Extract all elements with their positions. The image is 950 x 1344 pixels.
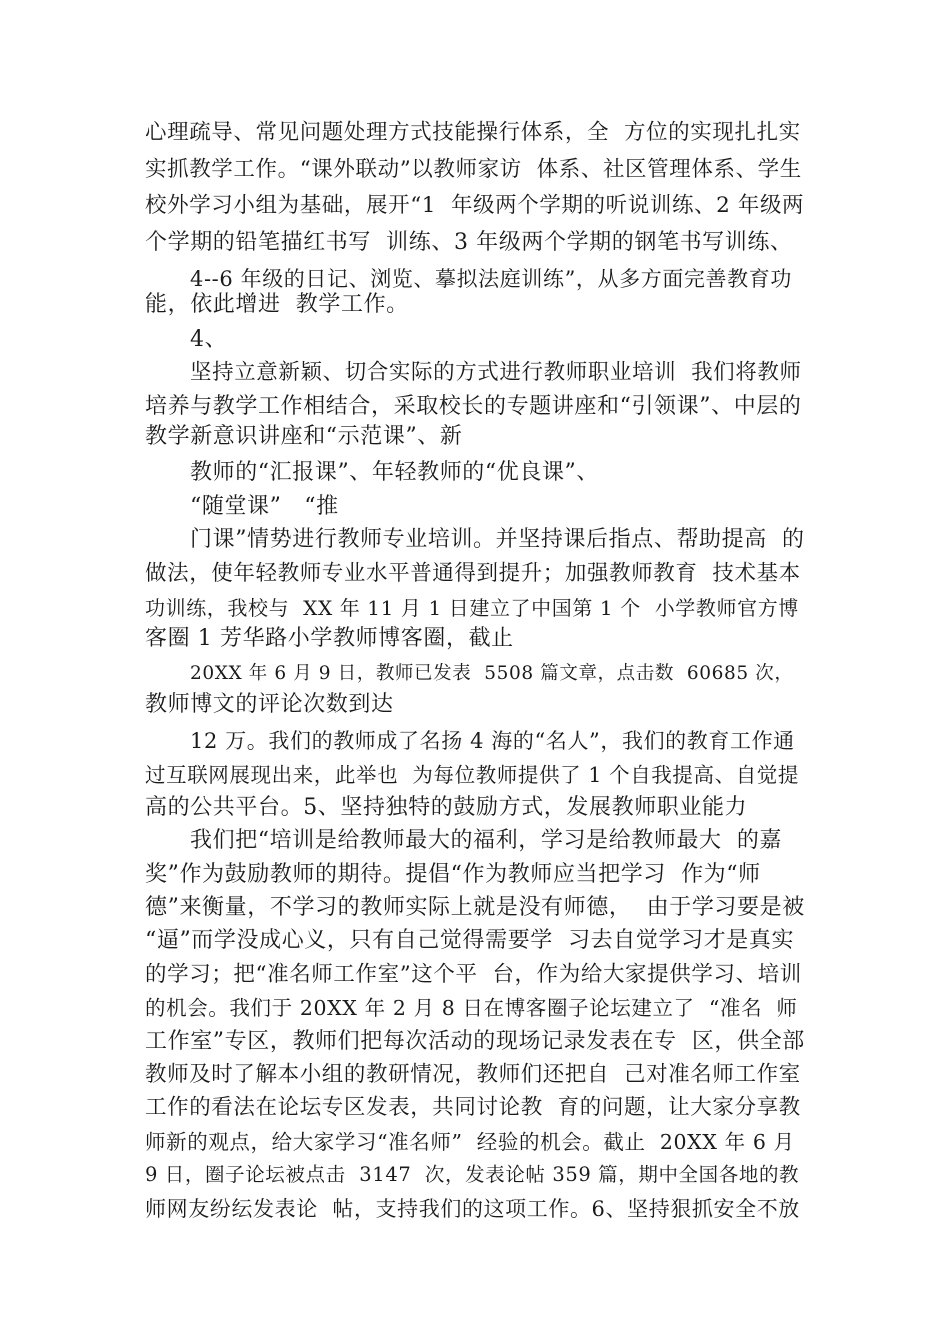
text-line: 12 万。我们的教师成了名扬 4 海的“名人”，我们的教育工作通	[190, 729, 795, 753]
text-line: 心理疏导、常见问题处理方式技能操行体系，全 方位的实现扎扎实	[145, 120, 801, 145]
text-line: 实抓教学工作。“课外联动”以教师家访 体系、社区管理体系、学生	[145, 157, 802, 182]
text-line: 教师博文的评论次数到达	[145, 692, 394, 717]
text-line: “随堂课” “推	[190, 494, 339, 519]
text-line: 教师及时了解本小组的教研情况，教师们还把自 己对准名师工作室	[145, 1062, 801, 1087]
text-line: 功训练，我校与 XX 年 11 月 1 日建立了中国第 1 个 小学教师官方博	[145, 596, 799, 620]
text-line: 9 日，圈子论坛被点击 3147 次，发表论帖 359 篇，期中全国各地的教	[145, 1163, 800, 1186]
text-line: 师新的观点，给大家学习“准名师” 经验的机会。截止 20XX 年 6 月	[145, 1130, 795, 1154]
text-line: 师网友纷纭发表论 帖，支持我们的这项工作。6、坚持狠抓安全不放	[145, 1197, 800, 1221]
text-line: 我们把“培训是给教师最大的福利，学习是给教师最大 的嘉	[190, 828, 783, 853]
text-line: 4--6 年级的日记、浏览、摹拟法庭训练”，从多方面完善教育功	[190, 267, 792, 291]
text-line: “逼”而学没成心义，只有自己觉得需要学 习去自觉学习才是真实	[145, 928, 795, 953]
text-line: 做法，使年轻教师专业水平普通得到提升；加强教师教育 技术基本	[145, 561, 801, 586]
text-line: 过互联网展现出来，此举也 为每位教师提供了 1 个自我提高、自觉提	[145, 763, 800, 787]
text-line: 校外学习小组为基础，展开“1 年级两个学期的听说训练、2 年级两	[145, 193, 805, 218]
text-line: 德”来衡量，不学习的教师实际上就是没有师德， 由于学习要是被	[145, 895, 805, 920]
text-line: 20XX 年 6 月 9 日，教师已发表 5508 篇文章，点击数 60685 次，	[190, 663, 794, 684]
text-line: 的机会。我们于 20XX 年 2 月 8 日在博客圈子论坛建立了 “准名 师	[145, 996, 798, 1020]
text-line: 教学新意识讲座和“示范课”、新	[145, 424, 463, 449]
text-line: 坚持立意新颖、切合实际的方式进行教师职业培训 我们将教师	[190, 360, 802, 385]
text-line: 能，依此增进 教学工作。	[145, 292, 409, 317]
text-line: 教师的“汇报课”、年轻教师的“优良课”、	[190, 460, 599, 485]
text-line: 培养与教学工作相结合，采取校长的专题讲座和“引领课”、中层的	[145, 394, 802, 419]
text-line: 4、	[190, 327, 228, 352]
text-line: 高的公共平台。5、坚持独特的鼓励方式，发展教师职业能力	[145, 795, 748, 820]
text-line: 奖”作为鼓励教师的期待。提倡“作为教师应当把学习 作为“师	[145, 862, 761, 887]
text-line: 工作的看法在论坛专区发表，共同讨论教 育的问题，让大家分享教	[145, 1095, 801, 1120]
text-line: 门课”情势进行教师专业培训。并坚持课后指点、帮助提高 的	[190, 527, 805, 552]
text-line: 客圈 1 芳华路小学教师博客圈，截止	[145, 626, 514, 651]
text-line: 的学习；把“准名师工作室”这个平 台，作为给大家提供学习、培训	[145, 962, 802, 987]
text-line: 工作室”专区，教师们把每次活动的现场记录发表在专 区，供全部	[145, 1029, 805, 1054]
text-line: 个学期的铅笔描红书写 训练、3 年级两个学期的钢笔书写训练、	[145, 230, 793, 255]
